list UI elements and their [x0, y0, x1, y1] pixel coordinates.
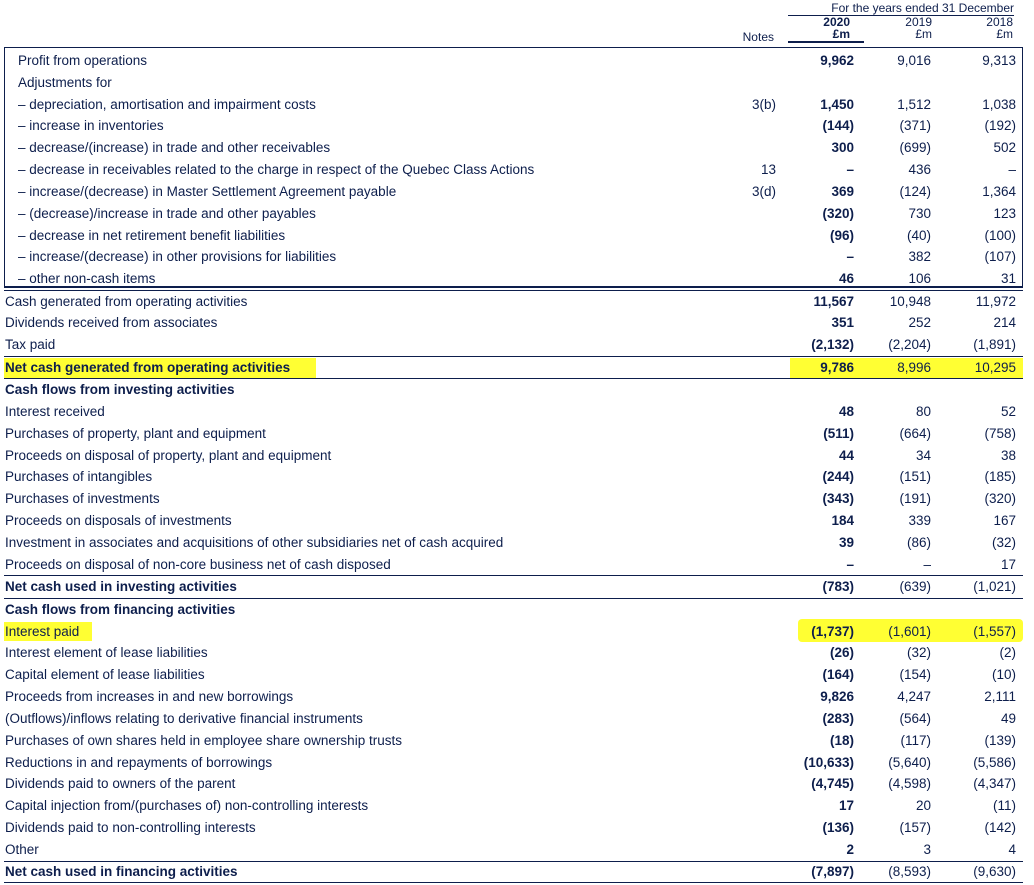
- value-2019: 34: [915, 448, 931, 463]
- row-label: Dividends paid to non-controlling interests: [5, 820, 256, 835]
- value-2019: 730: [908, 206, 931, 221]
- value-2020: 9,786: [820, 360, 854, 375]
- value-2019: (191): [899, 491, 931, 506]
- value-2018: (1,021): [973, 579, 1016, 594]
- value-2018: 31: [1000, 271, 1016, 286]
- table-row: [4, 357, 1023, 379]
- value-2018: 17: [1000, 557, 1016, 572]
- row-label: Interest paid: [5, 624, 80, 639]
- value-2020: (320): [822, 206, 854, 221]
- value-2019: 8,996: [897, 360, 931, 375]
- row-label: Dividends paid to owners of the parent: [5, 776, 236, 791]
- value-2018: 11,972: [975, 294, 1016, 309]
- value-2018: (11): [992, 798, 1016, 813]
- value-2018: (107): [984, 249, 1016, 264]
- row-label: Cash flows from investing activities: [5, 382, 235, 397]
- value-2020: 48: [838, 404, 854, 419]
- row-label: Proceeds from increases in and new borrowings: [5, 689, 294, 704]
- row-label: – increase/(decrease) in Master Settlement Agreement payable: [18, 184, 397, 199]
- unit-2018-header: £m: [996, 27, 1013, 41]
- value-2020: (343): [822, 491, 854, 506]
- value-2018: –: [1008, 162, 1016, 177]
- row-label: Cash flows from financing activities: [5, 602, 236, 617]
- table-row: [4, 334, 1023, 356]
- table-row: [4, 291, 1023, 313]
- table-row: [4, 466, 1023, 488]
- row-label: Adjustments for: [18, 75, 112, 90]
- year-2020-header: 2020: [823, 15, 850, 29]
- table-row: [4, 599, 1023, 621]
- value-2018: 2,111: [984, 689, 1016, 704]
- value-2020: 1,450: [820, 97, 854, 112]
- value-2020: (244): [822, 469, 854, 484]
- table-row: [4, 510, 1023, 532]
- row-label: Interest received: [5, 404, 105, 419]
- row-label: Purchases of intangibles: [5, 469, 153, 484]
- row-label: Capital injection from/(purchases of) non-controlling interests: [5, 798, 369, 813]
- row-label: Purchases of own shares held in employee share ownership trusts: [5, 733, 402, 748]
- row-label: – other non-cash items: [18, 271, 156, 286]
- value-2019: 9,016: [897, 53, 931, 68]
- value-2019: 1,512: [897, 97, 931, 112]
- value-2019: 80: [915, 404, 931, 419]
- unit-2020-header: £m: [832, 27, 850, 41]
- table-row: [4, 137, 1023, 159]
- value-2018: (139): [984, 733, 1016, 748]
- value-2018: (2): [999, 645, 1016, 660]
- table-row: [4, 181, 1023, 203]
- value-2019: (124): [899, 184, 931, 199]
- value-2020: 369: [831, 184, 854, 199]
- value-2018: (9,630): [973, 864, 1016, 879]
- value-2020: –: [846, 162, 854, 177]
- row-label: – decrease in net retirement benefit liabilities: [18, 228, 286, 243]
- value-2020: –: [846, 249, 854, 264]
- value-2020: 11,567: [813, 294, 854, 309]
- notes-header: Notes: [742, 30, 774, 44]
- table-row: [4, 554, 1023, 576]
- table-row: [4, 686, 1023, 708]
- table-row: [4, 621, 1023, 643]
- table-row: [4, 795, 1023, 817]
- table-row: [4, 839, 1023, 861]
- row-label: Other: [5, 842, 39, 857]
- table-row: [4, 642, 1023, 664]
- row-label: Capital element of lease liabilities: [5, 667, 205, 682]
- value-2018: (5,586): [973, 755, 1016, 770]
- value-2020: (2,132): [811, 337, 854, 352]
- row-note: 3(b): [751, 97, 776, 112]
- unit-2019-header: £m: [915, 27, 932, 41]
- value-2018: (32): [991, 535, 1016, 550]
- value-2018: 4: [1008, 842, 1016, 857]
- table-row: [4, 861, 1023, 883]
- value-2018: 38: [1000, 448, 1016, 463]
- value-2018: (1,891): [973, 337, 1016, 352]
- table-row: [4, 773, 1023, 795]
- value-2019: 106: [908, 271, 931, 286]
- value-2018: 10,295: [974, 360, 1016, 375]
- row-label: Net cash used in financing activities: [5, 864, 238, 879]
- table-row: [4, 730, 1023, 752]
- value-2020: (283): [822, 711, 854, 726]
- table-row: [4, 115, 1023, 137]
- table-row: [4, 401, 1023, 423]
- table-row: [4, 312, 1023, 334]
- value-2020: –: [846, 557, 854, 572]
- table-row: [4, 576, 1023, 598]
- value-2019: 252: [908, 315, 931, 330]
- value-2020: (26): [829, 645, 854, 660]
- value-2020: (10,633): [803, 755, 854, 770]
- value-2020: (144): [822, 118, 854, 133]
- header-rule: [788, 41, 864, 43]
- value-2018: (142): [984, 820, 1016, 835]
- table-row: [4, 708, 1023, 730]
- value-2020: 44: [838, 448, 854, 463]
- value-2020: 2: [846, 842, 854, 857]
- value-2020: 17: [838, 798, 854, 813]
- value-2019: (151): [899, 469, 931, 484]
- value-2018: 1,364: [982, 184, 1016, 199]
- value-2020: (136): [822, 820, 854, 835]
- table-row: [4, 225, 1023, 247]
- row-label: – increase in inventories: [18, 118, 164, 133]
- table-row: [4, 488, 1023, 510]
- value-2019: 3: [923, 842, 931, 857]
- value-2018: (320): [984, 491, 1016, 506]
- row-label: Cash generated from operating activities: [5, 294, 248, 309]
- value-2020: (18): [829, 733, 854, 748]
- row-label: Interest element of lease liabilities: [5, 645, 208, 660]
- row-label: Profit from operations: [18, 53, 148, 68]
- value-2020: (96): [829, 228, 854, 243]
- table-row: [4, 94, 1023, 116]
- value-2019: (5,640): [888, 755, 931, 770]
- row-label: – (decrease)/increase in trade and other payables: [18, 206, 316, 221]
- table-row: [4, 423, 1023, 445]
- value-2020: 46: [838, 271, 854, 286]
- value-2020: 39: [838, 535, 854, 550]
- row-label: Net cash generated from operating activities: [5, 360, 291, 375]
- year-2019-header: 2019: [905, 15, 932, 29]
- value-2018: (1,557): [973, 624, 1016, 639]
- table-bottom-rule: [4, 882, 1023, 883]
- value-2019: 339: [908, 513, 931, 528]
- value-2019: 436: [908, 162, 931, 177]
- value-2020: 9,826: [820, 689, 854, 704]
- value-2019: (1,601): [888, 624, 931, 639]
- period-header: For the years ended 31 December: [788, 1, 1014, 16]
- value-2020: 9,962: [820, 53, 854, 68]
- value-2020: (7,897): [811, 864, 854, 879]
- value-2019: (639): [899, 579, 931, 594]
- row-label: Investment in associates and acquisitions of other subsidiaries net of cash acquired: [5, 535, 504, 550]
- value-2019: (2,204): [888, 337, 931, 352]
- value-2018: (185): [984, 469, 1016, 484]
- row-label: – decrease/(increase) in trade and other receivables: [18, 140, 331, 155]
- value-2019: (664): [899, 426, 931, 441]
- value-2019: (117): [900, 733, 931, 748]
- value-2019: (371): [899, 118, 931, 133]
- value-2018: 502: [993, 140, 1016, 155]
- table-row: [4, 664, 1023, 686]
- value-2019: (564): [899, 711, 931, 726]
- table-row: [4, 752, 1023, 774]
- row-label: – depreciation, amortisation and impairment costs: [18, 97, 316, 112]
- value-2019: 10,948: [889, 294, 931, 309]
- value-2019: (4,598): [888, 776, 931, 791]
- row-label: Purchases of property, plant and equipment: [5, 426, 266, 441]
- table-row: [4, 379, 1023, 401]
- value-2019: 20: [915, 798, 931, 813]
- value-2019: (157): [899, 820, 931, 835]
- table-row: [4, 817, 1023, 839]
- value-2019: –: [923, 557, 931, 572]
- value-2018: (192): [984, 118, 1016, 133]
- row-label: – increase/(decrease) in other provisions for liabilities: [18, 249, 337, 264]
- value-2018: 167: [993, 513, 1016, 528]
- value-2020: (783): [822, 579, 854, 594]
- value-2018: 123: [993, 206, 1016, 221]
- value-2018: 52: [1000, 404, 1016, 419]
- value-2018: (758): [984, 426, 1016, 441]
- table-row: [4, 203, 1023, 225]
- table-row: [4, 532, 1023, 554]
- value-2019: (32): [906, 645, 931, 660]
- row-label: Proceeds on disposal of non-core business net of cash disposed: [5, 557, 391, 572]
- table-row: [4, 72, 1023, 94]
- row-label: – decrease in receivables related to the charge in respect of the Quebec Class Actions: [18, 162, 535, 177]
- value-2018: 9,313: [982, 53, 1016, 68]
- row-label: Purchases of investments: [5, 491, 160, 506]
- table-row: [4, 268, 1023, 290]
- value-2018: (10): [991, 667, 1016, 682]
- table-row: [4, 445, 1023, 467]
- value-2020: (164): [822, 667, 854, 682]
- value-2020: 184: [831, 513, 854, 528]
- value-2019: 4,247: [897, 689, 931, 704]
- table-row: [4, 159, 1023, 181]
- value-2020: (4,745): [811, 776, 854, 791]
- table-row: [4, 50, 1023, 72]
- row-label: Proceeds on disposals of investments: [5, 513, 232, 528]
- value-2018: 214: [993, 315, 1016, 330]
- value-2020: (1,737): [811, 624, 854, 639]
- year-2018-header: 2018: [986, 15, 1013, 29]
- row-label: Reductions in and repayments of borrowings: [5, 755, 273, 770]
- value-2019: (86): [906, 535, 931, 550]
- row-note: 3(d): [751, 184, 776, 199]
- row-label: Dividends received from associates: [5, 315, 218, 330]
- value-2020: 300: [831, 140, 854, 155]
- value-2019: (40): [906, 228, 931, 243]
- value-2019: 382: [908, 249, 931, 264]
- value-2020: 351: [831, 315, 854, 330]
- value-2019: (699): [899, 140, 931, 155]
- value-2020: (511): [823, 426, 854, 441]
- row-label: Proceeds on disposal of property, plant and equipment: [5, 448, 332, 463]
- value-2018: 1,038: [982, 97, 1016, 112]
- value-2018: 49: [1000, 711, 1016, 726]
- table-row: [4, 246, 1023, 268]
- row-label: (Outflows)/inflows relating to derivative financial instruments: [5, 711, 363, 726]
- value-2018: (4,347): [973, 776, 1016, 791]
- value-2019: (8,593): [888, 864, 931, 879]
- row-label: Tax paid: [5, 337, 56, 352]
- row-label: Net cash used in investing activities: [5, 579, 237, 594]
- value-2018: (100): [984, 228, 1016, 243]
- value-2019: (154): [899, 667, 931, 682]
- row-note: 13: [760, 162, 776, 177]
